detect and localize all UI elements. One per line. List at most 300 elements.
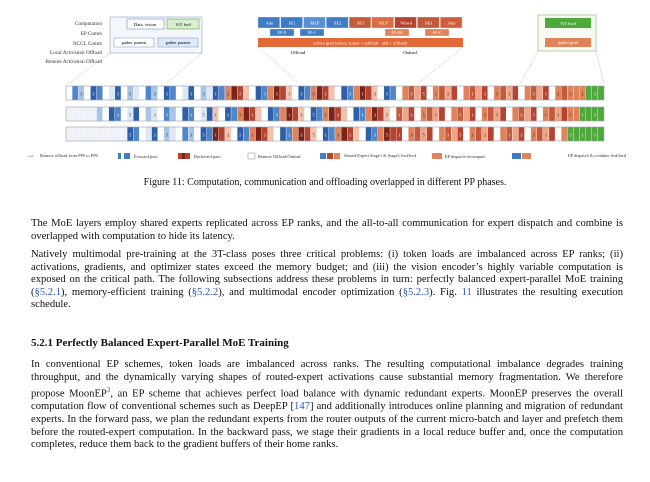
schedule-cell — [561, 86, 567, 100]
schedule-cell — [268, 86, 274, 100]
svg-text:3: 3 — [337, 132, 340, 138]
schedule-cell — [402, 127, 408, 141]
schedule-cell — [506, 107, 512, 121]
schedule-cell — [84, 107, 90, 121]
schedule-cell — [103, 107, 109, 121]
schedule-cell — [500, 86, 506, 100]
schedule-cell — [231, 107, 237, 121]
schedule-cell — [304, 107, 310, 121]
schedule-cell — [139, 127, 145, 141]
row-label-local-offload: Local Activation Offload — [49, 50, 102, 56]
execution-schedule-figure — [0, 0, 650, 196]
schedule-cell — [598, 86, 604, 100]
svg-text:5: 5 — [459, 112, 462, 118]
svg-text:3: 3 — [226, 91, 230, 97]
svg-text:3: 3 — [593, 112, 596, 118]
schedule-cell — [121, 107, 127, 121]
svg-text:3: 3 — [337, 112, 340, 118]
svg-text:EP-DE: EP-DE — [391, 30, 403, 35]
figure-legend — [28, 153, 627, 160]
svg-text:5: 5 — [385, 132, 389, 138]
schedule-cell — [182, 107, 188, 121]
row-label-ep-comm: EP Comm — [80, 31, 102, 37]
svg-text:3: 3 — [373, 132, 376, 138]
schedule-cell — [158, 107, 164, 121]
schedule-cell — [329, 86, 335, 100]
svg-text:3: 3 — [447, 91, 450, 97]
schedule-cell — [537, 86, 543, 100]
ep-op-cells — [270, 29, 449, 36]
schedule-cell — [439, 86, 445, 100]
svg-text:SE1: SE1 — [425, 20, 433, 26]
svg-text:5: 5 — [312, 112, 315, 118]
schedule-cell — [414, 127, 420, 141]
paragraph-ep-overlap: The MoE layers employ shared experts replicated across EP ranks, and the all-to-all communication for expert dispatch and combine is overlapped with computation to hide its latency. — [31, 218, 623, 242]
svg-text:1: 1 — [288, 112, 291, 118]
svg-text:5: 5 — [495, 112, 499, 118]
schedule-cell — [109, 127, 115, 141]
schedule-cell — [512, 86, 518, 100]
schedule-cell — [329, 107, 335, 121]
schedule-cell — [439, 127, 445, 141]
schedule-cell — [158, 127, 164, 141]
offload-label: Offload — [290, 50, 306, 55]
svg-text:5: 5 — [312, 91, 315, 97]
schedule-cell — [243, 86, 249, 100]
schedule-cell — [182, 86, 188, 100]
svg-text:1: 1 — [324, 112, 327, 118]
schedule-cell — [90, 107, 96, 121]
schedule-cell — [353, 107, 359, 121]
schedule-cell — [256, 107, 262, 121]
svg-text:1: 1 — [471, 91, 474, 97]
svg-text:1: 1 — [581, 132, 584, 138]
svg-text:3: 3 — [300, 112, 303, 118]
schedule-cell — [476, 107, 482, 121]
schedule-cell — [353, 86, 359, 100]
svg-text:5: 5 — [129, 132, 132, 138]
schedule-cell — [292, 107, 298, 121]
schedule-cell — [249, 86, 255, 100]
schedule-cell — [488, 107, 494, 121]
svg-text:3: 3 — [373, 112, 376, 118]
schedule-cell — [121, 86, 127, 100]
svg-text:5: 5 — [532, 91, 535, 97]
schedule-cell — [268, 127, 274, 141]
schedule-cell — [170, 86, 176, 100]
schedule-cell — [304, 127, 310, 141]
schedule-cell — [525, 107, 531, 121]
schedule-cell — [433, 127, 439, 141]
svg-text:3: 3 — [153, 91, 156, 97]
svg-text:3: 3 — [80, 91, 83, 97]
figure-caption: Figure 11: Computation, communication and offloading overlapped in different PP phases. — [143, 177, 507, 188]
svg-text:5: 5 — [459, 132, 462, 138]
legend-remote-offload: Remote offload from PP0 to PP0 — [40, 153, 98, 158]
svg-text:SE1: SE1 — [288, 20, 296, 26]
schedule-cell — [219, 127, 225, 141]
legend-ep-dispatch: EP dispatch & combine fwd/bwd — [568, 153, 627, 158]
svg-text:5: 5 — [532, 112, 535, 118]
schedule-cell — [133, 86, 139, 100]
schedule-cell — [231, 127, 237, 141]
svg-text:gather params: gather params — [165, 40, 191, 45]
svg-text:5: 5 — [92, 91, 95, 97]
schedule-cell — [549, 127, 555, 141]
paragraph-moonep: In conventional EP schemes, token loads are imbalanced across ranks. The resulting computational imbalance degrades training throughput, and the dynamically varying shapes of routed-expert activations cause substantial memory fragmentation. We therefore propose MoonEP$^3$, an EP scheme that achieves perfect load balance with dynamic redundant experts. MoonEP preserves the overall computation flow of conventional schemes such as DeepEP [147] and additionally introduces online planning and migration of redundant experts. In the forward pass, we plan the redundant experts from the router outputs of the current micro-batch and layer and prefetch them before the routed-expert computation. In the backward pass, we stage their gradients in a local reduce buffer and, once the computation completes, reduce them back to the gradient buffers of their home ranks. — [31, 359, 623, 451]
schedule-cell — [341, 86, 347, 100]
schedule-cell — [500, 107, 506, 121]
svg-text:3: 3 — [153, 132, 156, 138]
schedule-cell — [427, 127, 433, 141]
link-section-5-2-3[interactable]: §5.2.3 — [402, 286, 430, 298]
schedule-cell — [139, 107, 145, 121]
svg-text:5: 5 — [349, 91, 352, 97]
schedule-cell — [457, 86, 463, 100]
svg-text:MLP: MLP — [310, 20, 320, 26]
schedule-cell — [451, 127, 457, 141]
schedule-cell — [353, 127, 359, 141]
schedule-cell — [280, 107, 286, 121]
schedule-cell — [396, 86, 402, 100]
svg-text:3: 3 — [263, 91, 266, 97]
svg-text:3: 3 — [116, 91, 120, 97]
svg-text:3: 3 — [593, 91, 596, 97]
schedule-cell — [586, 107, 592, 121]
svg-text:3: 3 — [483, 112, 486, 118]
svg-text:5: 5 — [239, 132, 242, 138]
svg-text:3: 3 — [557, 91, 560, 97]
svg-text:1: 1 — [361, 112, 364, 118]
schedule-cell — [341, 127, 347, 141]
schedule-cell — [280, 86, 286, 100]
svg-text:ViT bwd: ViT bwd — [559, 21, 577, 26]
schedule-cell — [439, 107, 445, 121]
svg-text:3: 3 — [226, 132, 230, 138]
schedule-cell — [207, 127, 213, 141]
schedule-cell — [72, 127, 78, 141]
schedule-cell — [280, 127, 286, 141]
schedule-cell — [121, 127, 127, 141]
svg-text:1: 1 — [471, 132, 474, 138]
schedule-cell — [115, 127, 121, 141]
svg-text:1: 1 — [214, 112, 217, 118]
svg-text:5: 5 — [569, 91, 572, 97]
svg-text:1: 1 — [324, 91, 327, 97]
schedule-cell — [268, 107, 274, 121]
schedule-cell — [304, 86, 310, 100]
link-figure-11[interactable]: 11 — [461, 286, 472, 298]
schedule-cell — [97, 127, 103, 141]
schedule-cell — [476, 86, 482, 100]
figure-row-labels — [46, 21, 103, 65]
schedule-cell — [512, 107, 518, 121]
svg-text:5: 5 — [569, 112, 572, 118]
schedule-cell — [451, 107, 457, 121]
schedule-cell — [598, 107, 604, 121]
op-cells — [258, 17, 462, 28]
schedule-cell — [390, 107, 396, 121]
legend-remote-onload: Remote Offload/Onload — [258, 154, 301, 159]
schedule-cell — [158, 86, 164, 100]
svg-text:1: 1 — [434, 112, 437, 118]
schedule-cell — [402, 107, 408, 121]
schedule-cell — [84, 127, 90, 141]
schedule-cell — [494, 127, 500, 141]
svg-text:3: 3 — [483, 91, 486, 97]
row-label-nccl-comm: NCCL Comm — [72, 41, 102, 47]
svg-text:3: 3 — [226, 112, 230, 118]
svg-text:5: 5 — [275, 91, 278, 97]
svg-text:5: 5 — [129, 112, 132, 118]
schedule-cell — [317, 107, 323, 121]
schedule-cell — [378, 127, 384, 141]
schedule-cell — [488, 86, 494, 100]
citation-147[interactable]: 147 — [294, 401, 310, 413]
schedule-cell — [378, 86, 384, 100]
svg-text:3: 3 — [190, 132, 193, 138]
svg-text:1: 1 — [214, 91, 217, 97]
svg-text:3: 3 — [190, 91, 193, 97]
schedule-cell — [366, 86, 372, 100]
svg-text:3: 3 — [483, 132, 486, 138]
svg-text:3: 3 — [300, 132, 303, 138]
svg-text:1: 1 — [544, 112, 547, 118]
schedule-cell — [561, 107, 567, 121]
schedule-cell — [402, 86, 408, 100]
schedule-cell — [262, 107, 268, 121]
schedule-cell — [451, 86, 457, 100]
schedule-cell — [414, 107, 420, 121]
row-label-remote-offload: Remote Activation Offload — [45, 59, 102, 65]
schedule-cell — [366, 127, 372, 141]
svg-text:MLP: MLP — [378, 20, 388, 26]
svg-text:EP-C: EP-C — [432, 30, 442, 35]
schedule-cell — [219, 86, 225, 100]
schedule-cell — [512, 127, 518, 141]
svg-text:5: 5 — [422, 112, 425, 118]
svg-text:5: 5 — [129, 91, 132, 97]
schedule-cell — [97, 86, 103, 100]
svg-text:SE2: SE2 — [334, 20, 342, 26]
svg-text:Data, vision: Data, vision — [133, 22, 157, 27]
schedule-cell — [366, 107, 372, 121]
schedule-cell — [103, 86, 109, 100]
schedule-cell — [84, 86, 90, 100]
svg-text:EP-C: EP-C — [307, 30, 317, 35]
svg-text:1: 1 — [544, 91, 547, 97]
svg-text:3: 3 — [593, 132, 596, 138]
pp-schedule-grid — [66, 86, 604, 141]
schedule-cell — [549, 86, 555, 100]
svg-text:5: 5 — [202, 112, 205, 118]
schedule-cell — [207, 107, 213, 121]
svg-text:5: 5 — [532, 132, 535, 138]
svg-text:1: 1 — [581, 91, 584, 97]
schedule-cell — [378, 107, 384, 121]
svg-text:1: 1 — [508, 91, 511, 97]
svg-text:5: 5 — [422, 91, 425, 97]
schedule-cell — [573, 107, 579, 121]
schedule-cell — [390, 86, 396, 100]
svg-text:5: 5 — [165, 132, 168, 138]
svg-text:5: 5 — [385, 112, 389, 118]
svg-text:5: 5 — [495, 91, 499, 97]
svg-text:⇢: ⇢ — [28, 154, 34, 160]
schedule-cell — [335, 86, 341, 100]
schedule-cell — [427, 86, 433, 100]
schedule-cell — [243, 127, 249, 141]
svg-text:3: 3 — [520, 132, 523, 138]
svg-text:gather params: gather params — [121, 40, 147, 45]
svg-text:5: 5 — [165, 91, 168, 97]
schedule-cell — [145, 86, 151, 100]
schedule-cell — [231, 86, 237, 100]
svg-text:1: 1 — [288, 132, 291, 138]
schedule-cell — [66, 107, 72, 121]
svg-text:1: 1 — [471, 112, 474, 118]
schedule-cell — [78, 107, 84, 121]
svg-text:3: 3 — [410, 112, 413, 118]
schedule-cell — [359, 127, 365, 141]
schedule-cell — [292, 86, 298, 100]
schedule-cell — [145, 127, 151, 141]
schedule-cell — [97, 107, 103, 121]
svg-text:5: 5 — [202, 132, 205, 138]
svg-text:EP-D: EP-D — [277, 30, 287, 35]
schedule-cell — [586, 86, 592, 100]
schedule-cell — [219, 107, 225, 121]
svg-text:5: 5 — [165, 112, 168, 118]
figure-top-detail — [110, 15, 596, 55]
schedule-cell — [90, 127, 96, 141]
schedule-cell — [133, 107, 139, 121]
schedule-cell — [182, 127, 188, 141]
svg-text:Wbwd: Wbwd — [400, 20, 412, 26]
schedule-cell — [476, 127, 482, 141]
schedule-cell — [427, 107, 433, 121]
svg-text:gather grad: gather grad — [558, 40, 578, 45]
svg-text:3: 3 — [153, 112, 156, 118]
svg-text:5: 5 — [239, 112, 242, 118]
schedule-cell — [194, 127, 200, 141]
schedule-cell — [72, 86, 78, 100]
svg-text:1: 1 — [214, 132, 217, 138]
schedule-cell — [72, 107, 78, 121]
schedule-cell — [573, 86, 579, 100]
svg-text:3: 3 — [410, 91, 413, 97]
link-section-5-2-2[interactable]: §5.2.2 — [191, 286, 219, 298]
schedule-cell — [274, 127, 280, 141]
schedule-cell — [109, 86, 115, 100]
schedule-cell — [390, 127, 396, 141]
svg-text:3: 3 — [447, 132, 450, 138]
footnote-ref[interactable]: 3 — [106, 386, 111, 395]
paragraph-critical-problems: Natively multimodal pre-training at the 3T-class poses three critical problems: (i) token loads are imbalanced across EP ranks; (ii) activations, gradients, and optimizer states exceed the memory budget; and (iii) the vision encoder’s highly variable computation is exposed on the critical path. The following subsections address these problems in turn: perfectly balanced expert-parallel MoE training (§5.2.1), memory-efficient training (§5.2.2), and multimodal encoder optimization (§5.2.3). Fig. 11 illustrates the resulting execution schedule. — [31, 249, 623, 311]
legend-ep-recompute: EP dispatch recompute — [445, 154, 486, 159]
schedule-cell — [170, 107, 176, 121]
svg-text:Attn: Attn — [447, 20, 456, 26]
svg-text:reduce grad (select, scatter +: reduce grad (select, scatter + add/sub - add + offload) — [313, 40, 407, 46]
schedule-cell — [463, 107, 469, 121]
svg-text:5: 5 — [385, 91, 389, 97]
schedule-cell — [103, 127, 109, 141]
section-heading: 5.2.1 Perfectly Balanced Expert-Parallel MoE Training — [31, 337, 289, 349]
schedule-cell — [292, 127, 298, 141]
svg-text:3: 3 — [520, 112, 523, 118]
svg-text:5: 5 — [275, 112, 278, 118]
schedule-cell — [139, 86, 145, 100]
schedule-cell — [445, 107, 451, 121]
schedule-cell — [414, 86, 420, 100]
schedule-cell — [329, 127, 335, 141]
schedule-cell — [207, 86, 213, 100]
schedule-cell — [555, 127, 561, 141]
schedule-cell — [145, 107, 151, 121]
schedule-cell — [341, 107, 347, 121]
svg-text:1: 1 — [251, 132, 254, 138]
schedule-cell — [549, 107, 555, 121]
svg-text:3: 3 — [557, 112, 560, 118]
svg-text:3: 3 — [190, 112, 193, 118]
svg-text:3: 3 — [116, 112, 120, 118]
svg-text:1: 1 — [398, 132, 401, 138]
svg-text:1: 1 — [544, 132, 547, 138]
svg-text:3: 3 — [300, 91, 303, 97]
legend-shared-expert: Shared Expert Stage1 & Stage2 fwd/bwd — [344, 153, 417, 158]
svg-text:1: 1 — [581, 112, 584, 118]
schedule-cell — [109, 107, 115, 121]
schedule-cell — [317, 127, 323, 141]
schedule-cell — [176, 107, 182, 121]
schedule-cell — [133, 127, 139, 141]
svg-text:3: 3 — [410, 132, 413, 138]
schedule-cell — [256, 127, 262, 141]
schedule-cell — [176, 127, 182, 141]
svg-text:5: 5 — [422, 132, 425, 138]
schedule-cell — [537, 107, 543, 121]
svg-text:1: 1 — [508, 132, 511, 138]
schedule-cell — [66, 86, 72, 100]
schedule-cell — [463, 86, 469, 100]
svg-text:1: 1 — [398, 112, 401, 118]
schedule-cell — [78, 127, 84, 141]
svg-text:1: 1 — [288, 91, 291, 97]
svg-text:5: 5 — [569, 132, 572, 138]
svg-text:3: 3 — [373, 91, 376, 97]
schedule-cell — [488, 127, 494, 141]
link-section-5-2-1[interactable]: §5.2.1 — [34, 286, 62, 298]
schedule-cell — [66, 127, 72, 141]
svg-text:1: 1 — [434, 91, 437, 97]
schedule-cell — [525, 86, 531, 100]
svg-text:5: 5 — [312, 132, 315, 138]
legend-backward: Backward pass — [194, 154, 221, 159]
schedule-cell — [598, 127, 604, 141]
svg-text:5: 5 — [239, 91, 242, 97]
schedule-cell — [170, 127, 176, 141]
row-label-computation: Computation — [74, 21, 102, 27]
schedule-cell — [176, 86, 182, 100]
svg-text:5: 5 — [202, 91, 205, 97]
svg-text:5: 5 — [349, 132, 352, 138]
svg-text:SE3: SE3 — [356, 20, 365, 26]
schedule-cell — [518, 86, 524, 100]
svg-text:ViT fwd: ViT fwd — [175, 22, 191, 27]
schedule-cell — [194, 107, 200, 121]
schedule-cell — [243, 107, 249, 121]
schedule-cell — [347, 107, 353, 121]
